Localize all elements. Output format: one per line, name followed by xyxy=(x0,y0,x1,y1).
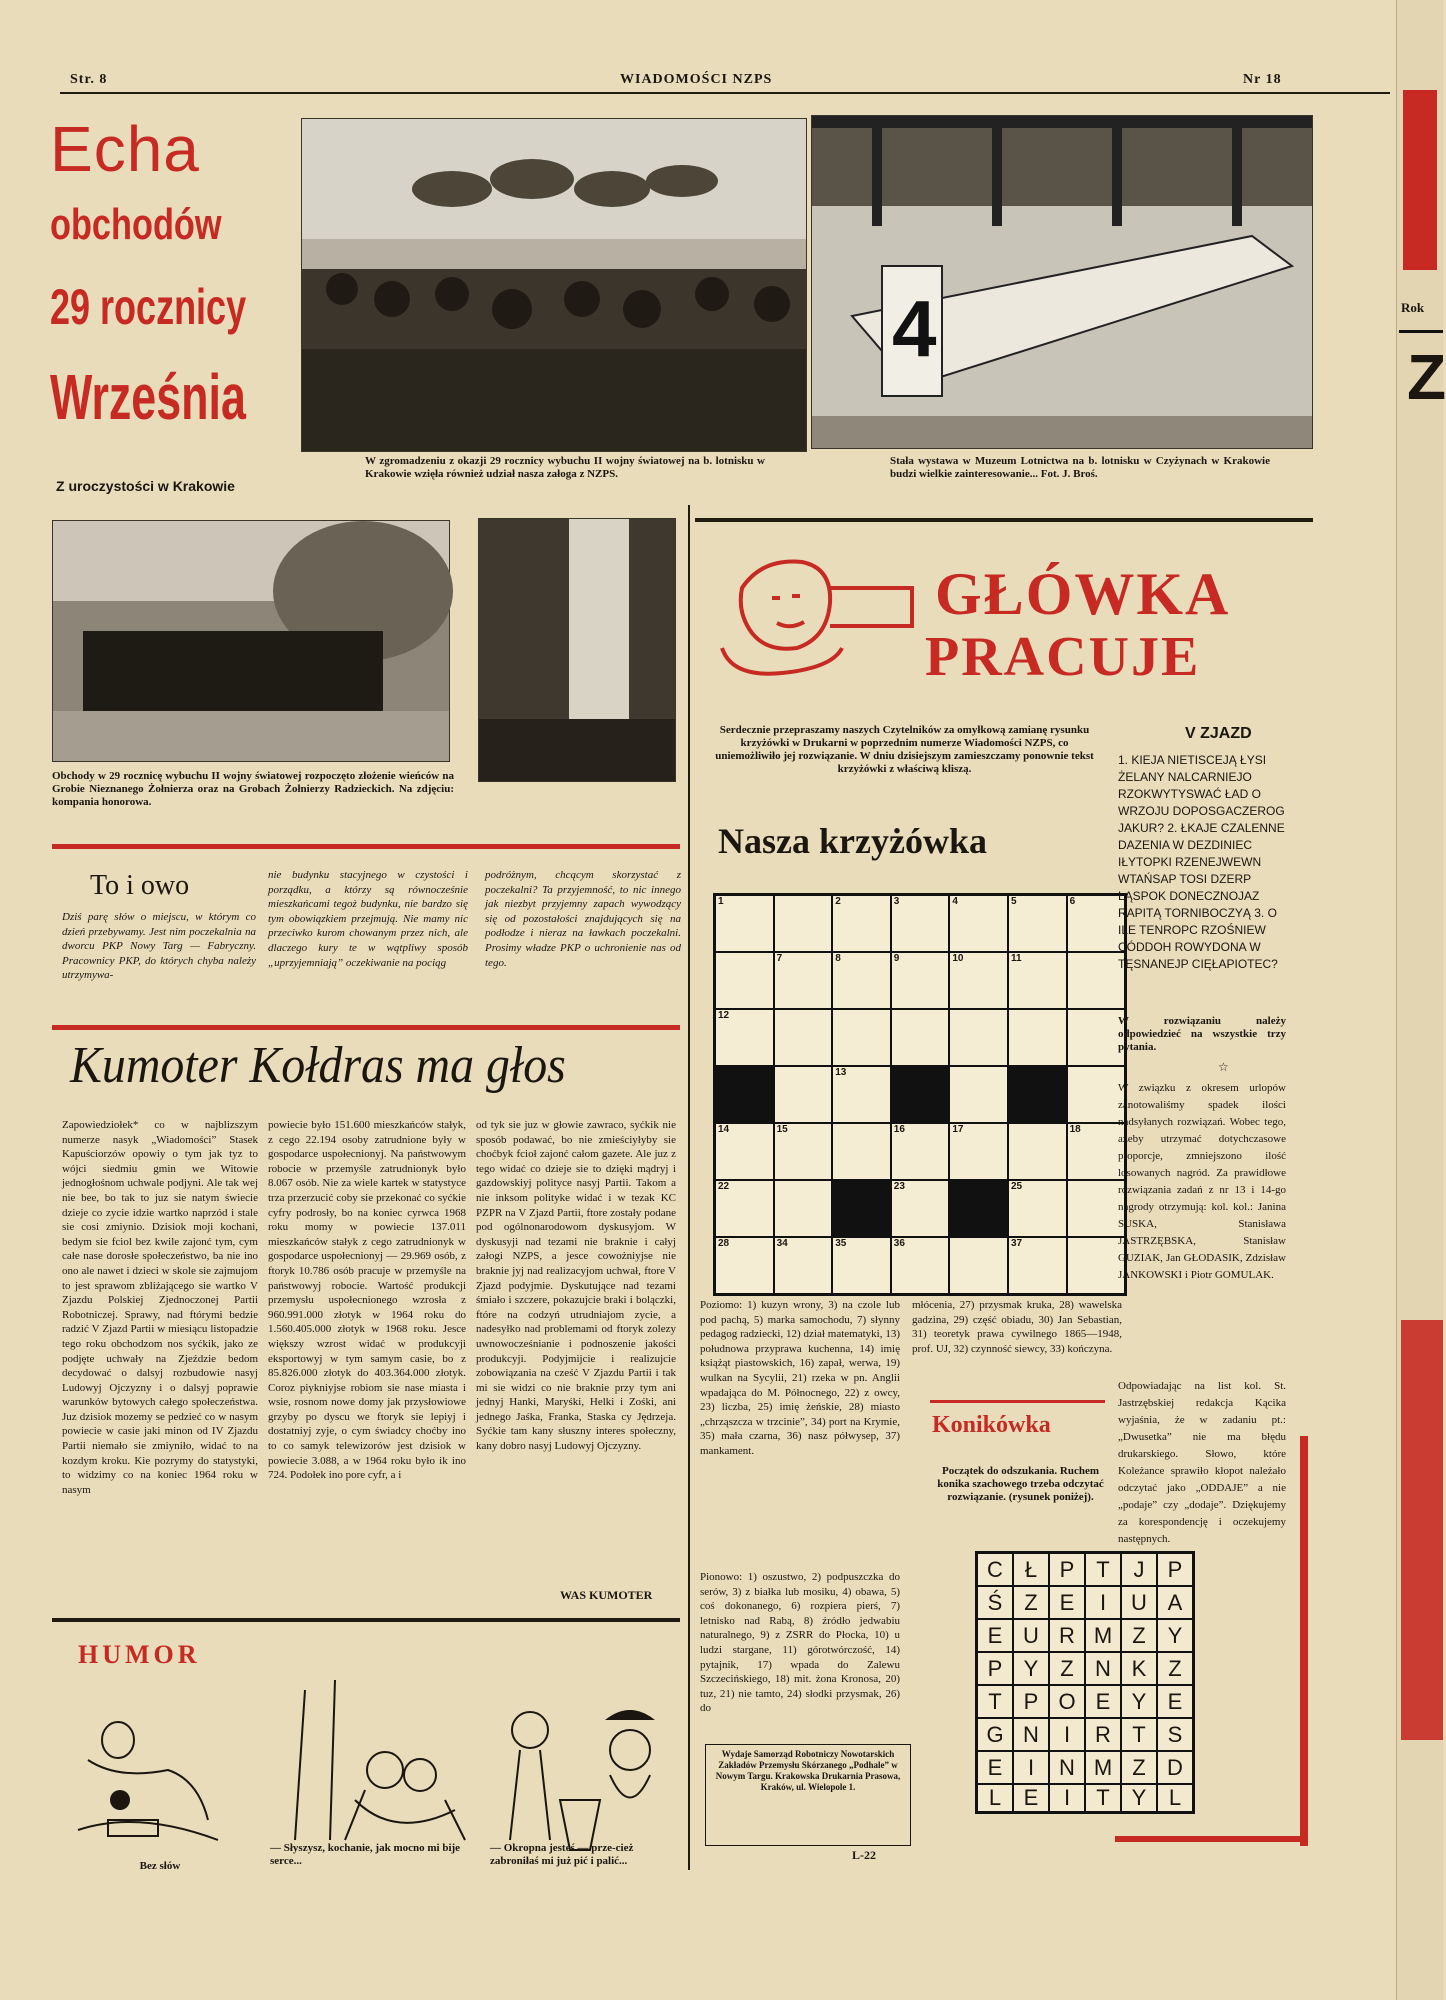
konikowka-cell: E xyxy=(977,1751,1013,1784)
zjazd-title: V ZJAZD xyxy=(1185,725,1252,742)
glowka-head-icon xyxy=(712,548,922,688)
to-i-owo-col2: nie budynku stacyjnego w czystości i porządku, a którzy są równocześnie mieszkańcami tegoż budynku, nie bardzo się tym obowiązkiem przejmują. Nie mamy nic przeciwko kurom chowanym przez nich, ale dlaczego kury te w wątpliwy sposób „uprzyjemniają” oczekiwanie na pociąg xyxy=(268,869,468,969)
konikowka-cell: Z xyxy=(1157,1652,1193,1685)
cartoon-palic xyxy=(490,1680,680,1860)
konikowka-cell: Ł xyxy=(1013,1553,1049,1586)
konikowka-cell: N xyxy=(1013,1718,1049,1751)
issue-number: Nr 18 xyxy=(1243,72,1282,87)
page-number: Str. 8 xyxy=(70,72,108,87)
konikowka-cell: S xyxy=(1157,1718,1193,1751)
konikowka-grid xyxy=(975,1551,1195,1814)
zjazd-star: ☆ xyxy=(1218,1060,1229,1074)
imprint-text: Wydaje Samorząd Robotniczy Nowotarskich Zakładów Przemysłu Skórzanego „Podhale” w Nowym Targu. Krakowska Drukarnia Prasowa, Kraków, ul. Wielopole 1. xyxy=(715,1749,901,1792)
konikowka-cell: P xyxy=(1157,1553,1193,1586)
echa-line2: obchodów xyxy=(50,200,222,249)
konikowka-cell: T xyxy=(1085,1553,1121,1586)
konikowka-cell: Ś xyxy=(977,1586,1013,1619)
plane-caption: Stała wystawa w Muzeum Lotnictwa na b. lotnisku w Czyżynach w Krakowie budzi wielkie zainteresowanie... Fot. J. Broś. xyxy=(890,455,1270,480)
konikowka-cell: E xyxy=(1049,1586,1085,1619)
zjazd-text: 1. KIEJA NIETISCEJĄ ŁYSI ŻELANY NALCARNIEJO RZOKWYTYSWAĆ ŁAD O WRZOJU DOPOSGACZEROG JAKUR? 2. ŁKAJE CZALENNE DAZENIA W DEZDINIEC IŁYTOPKI RZENEJWEWN WTAŃSAP TOSI DZERP LĄSPOK DONECZNOJAZ RAPITĄ TORNIBOCZYĄ 3. O ILE TENROPC RZOŚNIEW CÓDDOH ROWYDONA W TĘSNANEJP CIĘŁAPIOTEC? xyxy=(1118,753,1285,971)
konikowka-cell: Y xyxy=(1121,1784,1157,1812)
glowka-apology: Serdecznie przepraszamy naszych Czytelników za omyłkową zamianę rysunku krzyżówki w Drukarni w poprzednim numerze Wiadomości NZPS, co uniemożliwiło jej rozwiązanie. W dniu dzisiejszym zamieszczamy ponownie tekst krzyżówki z właściwą kliszą. xyxy=(715,724,1094,775)
zjazd-note: W rozwiązaniu należy odpowiedzieć na wszystkie trzy pytania. xyxy=(1118,1015,1286,1053)
konikowka-cell: Z xyxy=(1049,1652,1085,1685)
crossword-grid: 1 2 3 4 5 6 7 8 9 10 11 12 13 14 15 16 17 18 22 23 25 28 34 35 36 37 xyxy=(713,893,1127,1296)
cartoon-cap2: — Słyszysz, kochanie, jak mocno mi bije serce... xyxy=(270,1842,461,1867)
konikowka-cell: U xyxy=(1013,1619,1049,1652)
crossword-col-right: młócenia, 27) przysmak kruka, 28) wawelska gadzina, 29) część obiadu, 30) Jan Sebastian, 31) teoretyk prawa cywilnego 1865—1948, prof. UJ, 32) czynność siewcy, 33) kończyna. xyxy=(912,1299,1122,1355)
konikowka-cell: K xyxy=(1121,1652,1157,1685)
year-label: Rok xyxy=(1401,300,1425,315)
konikowka-cell: O xyxy=(1049,1685,1085,1718)
konikowka-cell: J xyxy=(1121,1553,1157,1586)
svg-text:4: 4 xyxy=(892,284,937,373)
imprint-box xyxy=(705,1744,911,1846)
kumoter-col2: powiecie było 151.600 mieszkańców stałyk, z cego 22.194 osoby zatrudnione były w gospodarce uspołecnionyj. Na państwowym robocie w przemyśle zatrudnionyk było 8.067 osób. Nie za wiele kartek w statystyce trza przerzucić coby sie przekonać co syćkie cyfry podrosły, bo na koniec cyrwca 1968 roku momy w powiecie 137.011 mieszkańców stałyk z cego zatrudnionyk w gospodarce uspołecnionyj — 29.969 osób, z ftoryk 10.786 osób pracuje w przemyśle na państwowyj robocie. Wartość produkcji przemysłu uspołecnionego wzrosła z 960.991.000 złotyk w 1964 roku do 1.560.405.000 złotyk w 1968 roku. Jesce większy wzrost widać w produkcyji eksportowyj w tym samym casie, bo z 85.826.000 złotyk do 403.364.000 złotyk. Coroz piykniyjse robiom sie nase miasta i wsie, rosnom nowe domy jak przysłowiowe grzyby po dyscu we ftoryk sie lepiyj i dostatniyj zyje, o cym świadcy choćby ino to co samyk telewizorów jest dzisiok w powiecie 3.088, a w 1964 roku było ik ino 724. Podołek ino pore cyfr, a i xyxy=(268,1119,466,1482)
konikowka-cell: P xyxy=(977,1652,1013,1685)
konikowka-cell: R xyxy=(1049,1619,1085,1652)
crossword-title: Nasza krzyżówka xyxy=(718,821,987,861)
tower-photo xyxy=(478,518,676,782)
konikowka-cell: U xyxy=(1121,1586,1157,1619)
kumoter-signature: WAS KUMOTER xyxy=(560,1588,653,1602)
paper-title: WIADOMOŚCI NZPS xyxy=(620,72,773,87)
konikowka-cell: Y xyxy=(1157,1619,1193,1652)
konikowka-cell: C xyxy=(977,1553,1013,1586)
crowd-caption: W zgromadzeniu z okazji 29 rocznicy wybuchu II wojny światowej na b. lotnisku w Krakowie wzięła również udział nasza załoga z NZPS. xyxy=(365,455,765,480)
konikowka-cell: Z xyxy=(1121,1619,1157,1652)
soldiers-caption: Obchody w 29 rocznicę wybuchu II wojny światowej rozpoczęto złożenie wieńców na Grobie Nieznanego Żołnierza oraz na Grobach Żołnierzy Radzieckich. Na zdjęciu: kompania honorowa. xyxy=(52,770,454,808)
konikowka-cell: I xyxy=(1049,1784,1085,1812)
crossword-poziomo: Poziomo: 1) kuzyn wrony, 3) na czole lub pod pachą, 5) marka samochodu, 7) słynny pedagog radziecki, 12) dział matematyki, 13) połudnowa przyprawa kuchenna, 14) imię książąt piastowskich, 16) zapał, werwa, 19) wulkan na Sycylii, 21) rzeka w pn. Anglii wpadająca do M. Północnego, 22) z owcy, 23) liczba, 25) imię żeńskie, 28) miasto „chrząszcza w trzcinie”, 34) port na Krymie, 35) mała czarna, 36) nasz półwysep, 37) mankament. xyxy=(700,1299,900,1457)
konikowka-cell: E xyxy=(1013,1784,1049,1812)
cartoon-cap3: — Okropna jesteś — prze-cież zabroniłaś mi już pić i palić... xyxy=(490,1842,634,1867)
zjazd-text3: Odpowiadając na list kol. St. Jastrzębskiej redakcja Kącika wyjaśnia, że w zadaniu pt.: „Dwusetka” nie ma błędu drukarskiego. Słowo, które Koleżance sprawiło kłopot należało odczytać jako „ODDAJE” a nie „podaje” czy „dodaje”. Dziękujemy za korespondencję i oczekujemy następnych. xyxy=(1118,1380,1286,1545)
konikowka-cell: N xyxy=(1085,1652,1121,1685)
konikowka-cell: Z xyxy=(1121,1751,1157,1784)
echa-line1: Echa xyxy=(50,113,200,185)
kumoter-col3: od tyk sie juz w głowie zawraco, syćkik nie sposób podawać, bo nie zmieściyłyby sie choćbyk fcioł zajonć całom gazete. Ale juz z tego widać co dzieje sie to dzięki mądryj i gazdowskiyj polityce nasyj Partii. Takom a nie inksom polityke widać i w tezak KC PZPR na V Zjazd Partii, ftore zostały podane pod ogólnonarodowom dyskusyjom. W dyskusyji nad tezami nie braknie i całyj załogi NZPS, a jesce cowożniyjse nie braknie jyj nad realizacyjom uchwał, ftore V Zjazd podyjmie. Dyskutujące nad tezami śmiało i szczere, pokazujcie braki i bolączki, ftóre na codzyń utrudniajom zycie, a nadesyłko nad problemami od ftoryk zolezy uwnowocześnianie i podnoszenie jakości produkcyji. Podyjmijcie i realizujcie zobowiązania na cześć V Zjazdu Partii i tak mi sie widzi co nie braknie przy tym ani jednyj Hanki, Maryśki, Helki i Zośki, ani jednego Jaśka, Franka, Staska cy Jędrzeja. Syćkie tam kany słuszny interes społeczny, kany dobro nasyj Ludowyj Ojczyzny. xyxy=(476,1119,676,1453)
to-i-owo-title: To i owo xyxy=(90,870,190,901)
glowka-title2: PRACUJE xyxy=(925,626,1201,688)
konikowka-cell: L xyxy=(1157,1784,1193,1812)
konikowka-cell: R xyxy=(1085,1718,1121,1751)
konikowka-title: Konikówka xyxy=(932,1412,1051,1438)
to-i-owo-col1: Dziś parę słów o miejscu, w którym co dzień przebywamy. Jest nim poczekalnia na dworcu PKP Nowy Targ — Fabryczny. Pracownicy PKP, do których chyba należy utrzymywa- xyxy=(62,911,256,982)
konikowka-cell: I xyxy=(1085,1586,1121,1619)
kumoter-col1: Zapowiedziołek* co w najblizszym numerze nasyk „Wiadomości” Stasek Kapuściorzów opowiy o tym jak tyz to wójci siedmiu gmin we Witowie jednogłośnom uchwale podjyni. Ale tak wej nie bee, bo tak to juz sie natym świecie dzieje co zycie idzie wartko naprzód i stale sie cosi zmiynio. Dzisiok moji kochani, bedym sie fciol bez kwile zajonć tym, cym całe nase dorosłe społeczeństwo, ba nie ino ono ale nawet i dzieci w skole sie zajmujom to jest sprawom zbliżającego sie wartko V Zjazdu Polskiej Zjednoczonej Partii Robotniczej. Sprawy, nad ftórymi bedzie radzić V Zjazd Partii w miesiącu listopadzie tego roku obchodzom nos syćkik, jako ze podjęte uchwały na Zjeździe bedom decydować o dalsyj rozbudowie nasyj Ludowyj Ojczyzny i o dalsyj poprawie warunków bytowych całego społeczeństwa. Juz dzisiok mozemy se pedzieć co w nasym powiecie w casie jaki minon od IV Zjazdu Partii niemało sie zmiyniło, widać to na kozdym kroku. Kie pozrymy do statystyki, to widzimy co na koniec 1964 roku w nasym xyxy=(62,1119,258,1496)
konikowka-cell: E xyxy=(977,1619,1013,1652)
glowka-title1: GŁÓWKA xyxy=(935,561,1231,627)
konikowka-cell: I xyxy=(1013,1751,1049,1784)
konikowka-cell: E xyxy=(1085,1685,1121,1718)
konikowka-cell: P xyxy=(1013,1685,1049,1718)
konikowka-cell: A xyxy=(1157,1586,1193,1619)
soldiers-photo xyxy=(52,520,450,762)
to-i-owo-col3: podróżnym, chcącym skorzystać z poczekalni? Ta przyjemność, to nic innego jak niezbyt przyjemny zapach wywodzący się od pozostałości znajdujących się na podłodze i nieraz na ławkach poczekalni. Prosimy władze PKP o uchronienie nas od tego. xyxy=(485,869,681,969)
konikowka-cell: L xyxy=(977,1784,1013,1812)
konikowka-cell: G xyxy=(977,1718,1013,1751)
konikowka-cell: P xyxy=(1049,1553,1085,1586)
humor-title: HUMOR xyxy=(78,1640,201,1669)
konikowka-cell: M xyxy=(1085,1619,1121,1652)
konikowka-cell: N xyxy=(1049,1751,1085,1784)
konikowka-cell: M xyxy=(1085,1751,1121,1784)
cartoon-bez-slow xyxy=(58,1680,228,1860)
imprint-code: L-22 xyxy=(852,1848,876,1862)
konikowka-text: Początek do odszukania. Ruchem konika szachowego trzeba odczytać rozwiązanie. (rysunek poniżej). xyxy=(937,1465,1104,1503)
konikowka-cell: D xyxy=(1157,1751,1193,1784)
cartoon-cap1: Bez słów xyxy=(139,1860,181,1872)
konikowka-cell: E xyxy=(1157,1685,1193,1718)
kumoter-title: Kumoter Kołdras ma głos xyxy=(70,1037,566,1094)
konikowka-cell: Y xyxy=(1121,1685,1157,1718)
konikowka-cell: Z xyxy=(1013,1586,1049,1619)
konikowka-cell: T xyxy=(977,1685,1013,1718)
crowd-photo xyxy=(301,118,807,452)
crossword-pionowo: Pionowo: 1) oszustwo, 2) podpuszczka do serów, 3) z białka lub mosiku, 4) obawa, 5) coś dokonanego, 6) rozpiera pierś, 7) letnisko nad Rabą, 8) źródło jedwabiu naturalnego, 9) z ZSRR do Płocka, 10) u ludzi stargane, 11) górotwórczość, 14) pytajnik, 17) wpada do Zalewu Szczecińskiego, 18) mit. żona Kronosa, 20) tuz, 21) nie tamto, 24) słodki przysmak, 26) do xyxy=(700,1571,900,1715)
konikowka-cell: Y xyxy=(1013,1652,1049,1685)
cartoon-serce xyxy=(275,1680,475,1860)
plane-photo xyxy=(811,115,1313,449)
echa-subtitle: Z uroczystości w Krakowie xyxy=(56,478,235,494)
next-page-strip: Rok Z xyxy=(1396,0,1443,2000)
konikowka-cell: T xyxy=(1121,1718,1157,1751)
konikowka-cell: I xyxy=(1049,1718,1085,1751)
echa-line3: 29 rocznicy xyxy=(50,279,247,335)
zjazd-text2: W związku z okresem urlopów zanotowaliśmy spadek ilości nadsyłanych rozwiązań. Wobec tego, ażeby utrzymać dotychczasowe proporcje, zmniejszono ilość losowanych nagród. Za prawidłowe rozwiązania zadań z nr 13 i 14-go nagrody otrzymują: kol. kol.: Janina SUSKA, Stanisława JASTRZĘBSKA, Stanisław GUZIAK, Jan GŁODASIK, Zdzisław JANKOWSKI i Piotr GOMULAK. xyxy=(1118,1082,1286,1281)
konikowka-cell: T xyxy=(1085,1784,1121,1812)
echa-line4: Września xyxy=(50,361,246,433)
